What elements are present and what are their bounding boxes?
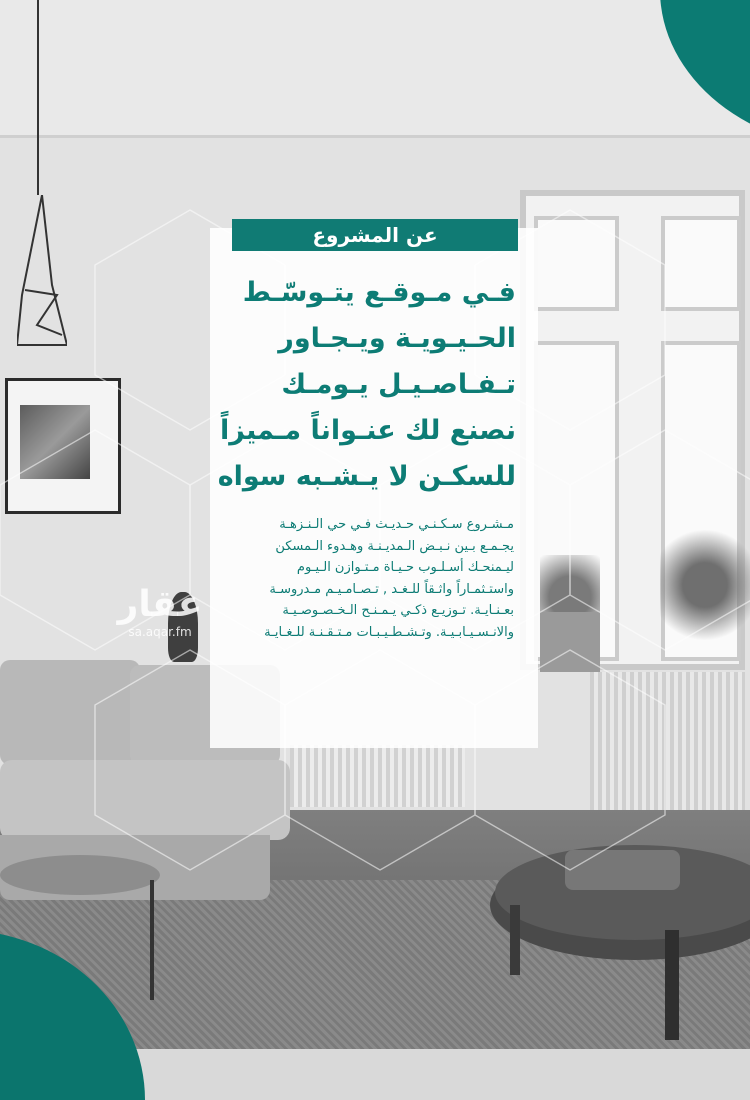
headline-line: للسكـن لا يـشـبه سواه — [217, 461, 516, 492]
watermark — [100, 585, 220, 639]
headline-line: فـي مـوقـع يتـوسّـط — [242, 277, 516, 308]
description-line: بعـنـايـة. تـوزيـع ذكـي يـمـنـح الـخـصـوصـيـة — [282, 603, 514, 618]
watermark-url: sa.aqar.fm — [128, 625, 192, 639]
headline-line: نصنع لك عنـواناً مـميزاً — [220, 415, 516, 446]
watermark-logo: عقار — [117, 584, 203, 625]
description-line: واستـثمـاراً واثـقاً للـغـد , تـصـامـيـم مـدروسـة — [269, 581, 514, 597]
section-title: عن المشروع — [232, 219, 518, 251]
description-line: يجـمـع بـين نـبـض الـمديـنـة وهـدوء الـمسكن — [275, 538, 514, 554]
description — [218, 514, 514, 643]
description-line: مـشـروع سـكـنـي حـديـث فـي حي الـنـزهـة — [279, 517, 514, 532]
headline-line: تـفـاصـيـل يـومـك — [281, 369, 516, 400]
headline-line: الحـيـويـة ويـجـاور — [278, 323, 516, 354]
description-line: ليـمنحـك أسـلـوب حـيـاة مـتـوازن الـيـوم — [296, 560, 514, 575]
headline — [217, 270, 516, 500]
description-line: والانـسـيـابـيـة. وتـشـطـيـبـات مـتـقـنـة للـغـايـة — [264, 624, 514, 640]
